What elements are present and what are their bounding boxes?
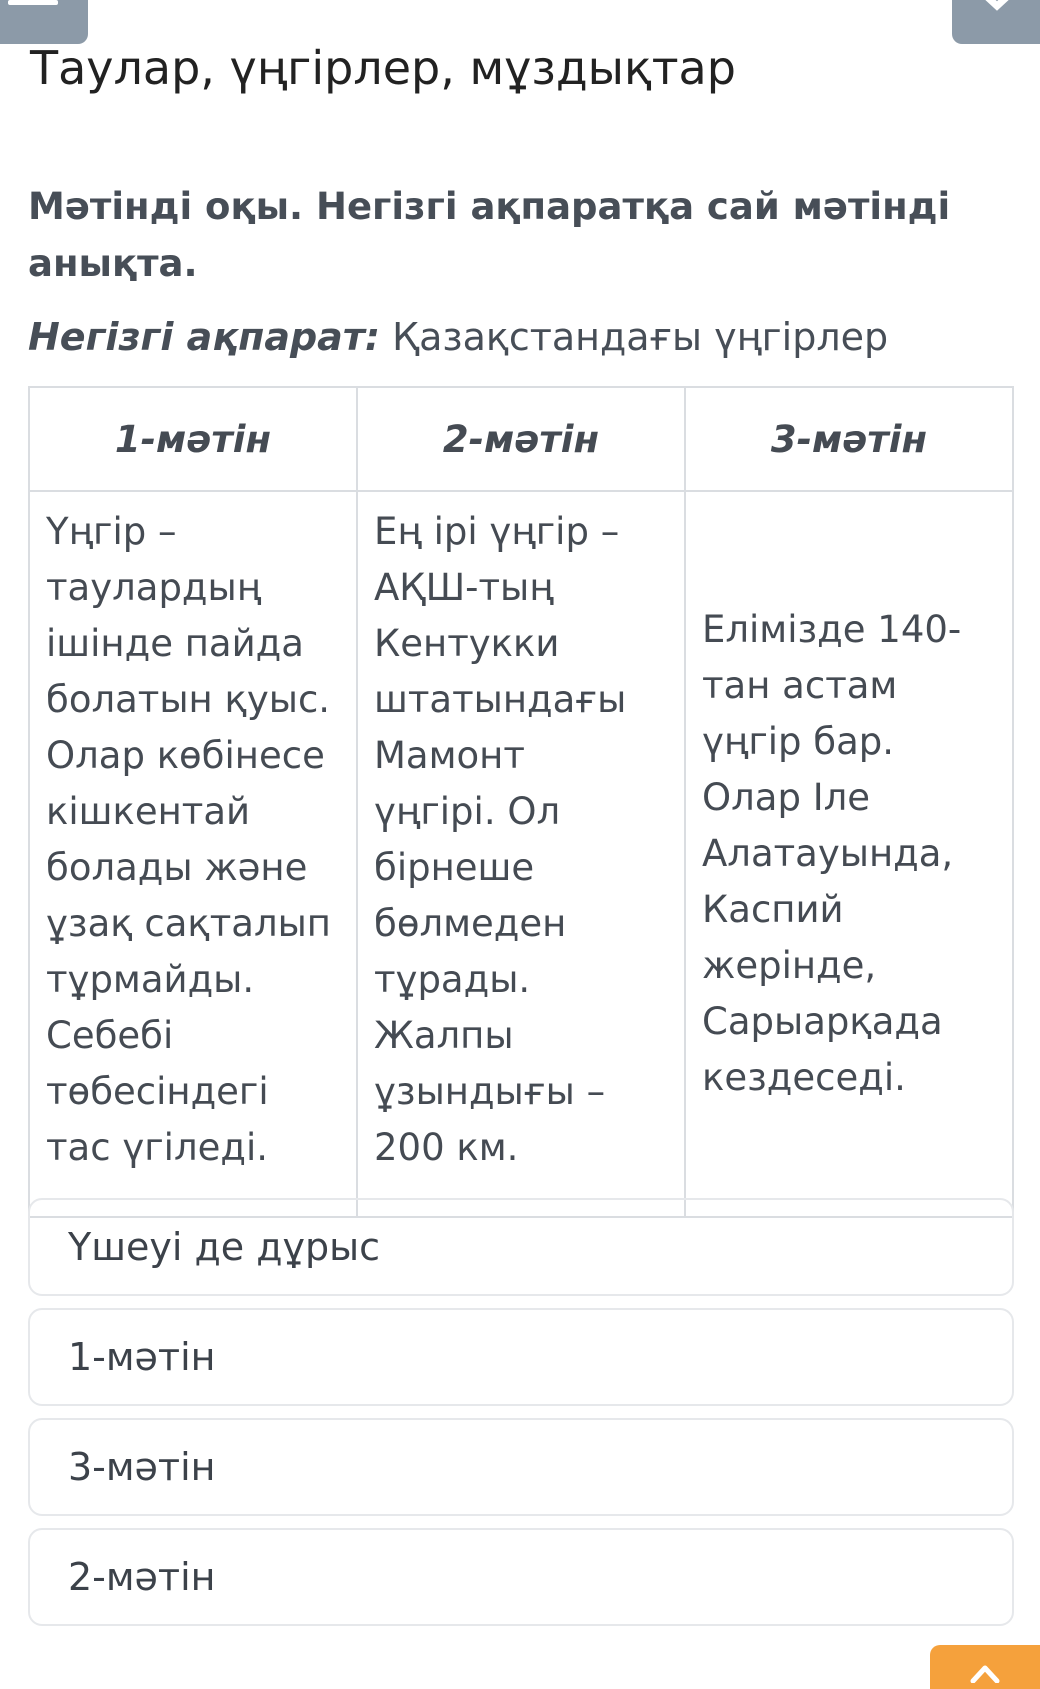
text-line: бірнеше [374,846,535,889]
text-line: тас үгіледі. [46,1126,268,1169]
close-button[interactable] [952,0,1040,44]
text-line: болады және [46,846,308,889]
text-line: Каспий [702,888,844,931]
question-instruction: Мәтінді оқы. Негізгі ақпаратқа сай мәтінді анықта. [28,185,951,285]
text-1-cell [29,491,357,1217]
answer-option-label: 2-мәтін [68,1555,216,1599]
scroll-top-button[interactable] [930,1645,1040,1689]
text-line: таулардың [46,566,262,609]
answer-option[interactable] [28,1308,1014,1406]
page-title: Таулар, үңгірлер, мұздықтар [30,41,736,95]
text-line: кішкентай [46,790,251,833]
text-line: ұзындығы – [374,1070,606,1113]
menu-icon [8,0,58,5]
text-line: ұзақ сақталып [46,902,331,945]
table-header: 2-мәтін [357,387,685,491]
text-line: Сарыарқада [702,1000,943,1043]
answer-options [28,1198,1014,1638]
main-info [28,310,888,364]
text-line: Алатауында, [702,832,954,875]
text-line: Кентукки [374,622,560,665]
close-icon [980,0,1014,20]
main-info-value: Қазақстандағы үңгірлер [392,315,889,359]
text-3-cell [685,491,1013,1217]
table-row [29,491,1013,1217]
text-line: Олар көбінесе [46,734,325,777]
text-line: АҚШ-тың [374,566,554,609]
text-line: жерінде, [702,944,877,987]
text-line: ішінде пайда [46,622,304,665]
text-line: Ең ірі үңгір – [374,510,620,553]
text-line: Себебі [46,1014,174,1057]
text-line: штатындағы [374,678,627,721]
text-line: Жалпы [374,1014,514,1057]
table-header: 3-мәтін [685,387,1013,491]
answer-option-label: 3-мәтін [68,1445,216,1489]
texts-table [28,386,1014,1218]
answer-option[interactable] [28,1198,1014,1296]
text-line: кездеседі. [702,1056,906,1099]
text-line: Мамонт [374,734,525,777]
answer-option-label: Үшеуі де дұрыс [68,1225,380,1269]
text-line: тұрады. [374,958,531,1001]
answer-option-label: 1-мәтін [68,1335,216,1379]
chevron-up-icon [970,1663,1000,1683]
table-header-row [29,387,1013,491]
text-line: тұрмайды. [46,958,255,1001]
text-line: болатын қуыс. [46,678,331,721]
text-line: Елімізде 140- [702,608,962,651]
text-line: Олар Іле [702,776,871,819]
text-line: төбесіндегі [46,1070,269,1113]
text-line: бөлмеден [374,902,567,945]
text-line: үңгірі. Ол [374,790,561,833]
text-line: үңгір бар. [702,720,895,763]
text-line: Үңгір – [46,510,177,553]
table-header: 1-мәтін [29,387,357,491]
text-line: 200 км. [374,1126,519,1169]
answer-option[interactable] [28,1528,1014,1626]
text-line: тан астам [702,664,898,707]
answer-option[interactable] [28,1418,1014,1516]
text-2-cell [357,491,685,1217]
main-info-label: Негізгі ақпарат: [28,315,381,359]
